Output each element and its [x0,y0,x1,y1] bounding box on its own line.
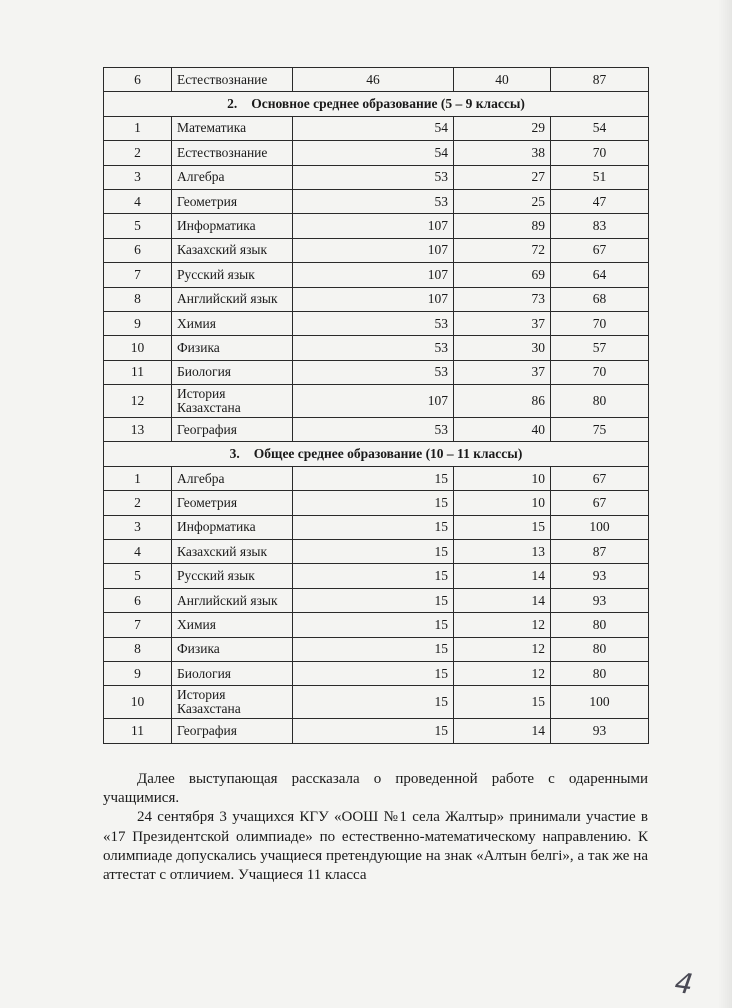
count-quality: 14 [454,719,551,743]
subject-name: Геометрия [172,189,293,213]
results-table [103,67,649,744]
subject-name: Алгебра [172,466,293,490]
count-total: 107 [293,385,454,418]
table-row [104,418,649,442]
table-row [104,637,649,661]
count-total: 53 [293,360,454,384]
row-number: 4 [104,540,172,564]
subject-name: Математика [172,116,293,140]
row-number: 2 [104,141,172,165]
table-row [104,613,649,637]
subject-name: Русский язык [172,564,293,588]
count-quality: 37 [454,360,551,384]
percent-quality: 80 [551,637,649,661]
row-number: 12 [104,385,172,418]
row-number: 1 [104,116,172,140]
row-number: 2 [104,491,172,515]
count-quality: 30 [454,336,551,360]
paragraph: 24 сентября 3 учащихся КГУ «ООШ №1 села Жалтыр» принимали участие в «17 Президентской олимпиаде» по естественно-математическому направлению. К олимпиаде допускались учащиеся претендующие на знак «Алтын белгі», а так же на аттестат с отличием. Учащиеся 11 класса [103,809,648,884]
table-row [104,515,649,539]
table-row [104,491,649,515]
row-number: 6 [104,68,172,92]
subject-name: География [172,719,293,743]
count-quality: 40 [454,418,551,442]
count-total: 15 [293,540,454,564]
table-row [104,588,649,612]
subject-name: Казахский язык [172,540,293,564]
count-total: 15 [293,613,454,637]
table-row [104,385,649,418]
row-number: 6 [104,238,172,262]
count-total: 15 [293,686,454,719]
table-row [104,165,649,189]
row-number: 10 [104,686,172,719]
section-title: Общее среднее образование (10 – 11 классы) [253,446,523,462]
count-total: 15 [293,719,454,743]
percent-quality: 75 [551,418,649,442]
page-edge [718,0,732,1008]
count-quality: 72 [454,238,551,262]
percent-quality: 54 [551,116,649,140]
percent-quality: 93 [551,588,649,612]
body-text [103,770,648,885]
table-row [104,238,649,262]
count-total: 107 [293,214,454,238]
table-row [104,263,649,287]
subject-name: Естествознание [172,141,293,165]
row-number: 4 [104,189,172,213]
count-total: 15 [293,515,454,539]
count-quality: 27 [454,165,551,189]
table-row [104,141,649,165]
percent-quality: 67 [551,466,649,490]
subject-name: История Казахстана [172,686,293,719]
count-quality: 37 [454,311,551,335]
percent-quality: 93 [551,564,649,588]
section-header-row [104,442,649,466]
percent-quality: 100 [551,515,649,539]
table-row [104,189,649,213]
subject-name: Информатика [172,515,293,539]
section-title: Основное среднее образование (5 – 9 классы) [251,96,525,112]
count-quality: 10 [454,466,551,490]
count-quality: 38 [454,141,551,165]
percent-quality: 80 [551,385,649,418]
row-number: 5 [104,214,172,238]
percent-quality: 70 [551,141,649,165]
table-row [104,116,649,140]
count-quality: 73 [454,287,551,311]
percent-quality: 51 [551,165,649,189]
percent-quality: 57 [551,336,649,360]
row-number: 9 [104,661,172,685]
table-row [104,287,649,311]
subject-name: Биология [172,661,293,685]
subject-name: Естествознание [172,68,293,92]
percent-quality: 80 [551,661,649,685]
table-row [104,540,649,564]
count-total: 15 [293,637,454,661]
subject-name: Русский язык [172,263,293,287]
count-total: 53 [293,189,454,213]
count-total: 15 [293,491,454,515]
count-quality: 12 [454,661,551,685]
subject-name: Информатика [172,214,293,238]
table-row [104,68,649,92]
count-quality: 15 [454,515,551,539]
row-number: 9 [104,311,172,335]
percent-quality: 47 [551,189,649,213]
row-number: 5 [104,564,172,588]
subject-name: Химия [172,613,293,637]
count-quality: 86 [454,385,551,418]
percent-quality: 80 [551,613,649,637]
row-number: 11 [104,360,172,384]
section-2-heading [104,92,649,116]
count-quality: 12 [454,613,551,637]
subject-name: География [172,418,293,442]
section-number: 3. [229,446,240,462]
count-total: 107 [293,263,454,287]
table-row [104,686,649,719]
subject-name: Физика [172,336,293,360]
table-row [104,719,649,743]
table-row [104,564,649,588]
count-quality: 13 [454,540,551,564]
count-quality: 40 [454,68,551,92]
count-total: 53 [293,336,454,360]
count-quality: 69 [454,263,551,287]
section-number: 2. [227,96,238,112]
row-number: 3 [104,515,172,539]
count-quality: 14 [454,588,551,612]
subject-name: Казахский язык [172,238,293,262]
count-total: 15 [293,661,454,685]
count-total: 54 [293,141,454,165]
percent-quality: 70 [551,311,649,335]
row-number: 7 [104,613,172,637]
percent-quality: 67 [551,491,649,515]
row-number: 11 [104,719,172,743]
count-total: 53 [293,165,454,189]
percent-quality: 68 [551,287,649,311]
table-row [104,311,649,335]
count-total: 15 [293,466,454,490]
row-number: 1 [104,466,172,490]
table-row [104,661,649,685]
count-quality: 12 [454,637,551,661]
count-total: 107 [293,238,454,262]
subject-name: История Казахстана [172,385,293,418]
paragraph: Далее выступающая рассказала о проведенной работе с одаренными учащимися. [103,771,648,807]
count-quality: 25 [454,189,551,213]
count-total: 53 [293,418,454,442]
row-number: 8 [104,287,172,311]
percent-quality: 87 [551,68,649,92]
subject-name: Биология [172,360,293,384]
subject-name: Английский язык [172,287,293,311]
row-number: 7 [104,263,172,287]
percent-quality: 70 [551,360,649,384]
subject-name: Английский язык [172,588,293,612]
row-number: 3 [104,165,172,189]
section-header-row [104,92,649,116]
count-quality: 89 [454,214,551,238]
count-quality: 29 [454,116,551,140]
row-number: 6 [104,588,172,612]
percent-quality: 83 [551,214,649,238]
count-total: 107 [293,287,454,311]
count-quality: 15 [454,686,551,719]
handwritten-page-number: 4 [672,965,696,1002]
row-number: 13 [104,418,172,442]
section3-heading [104,442,649,466]
subject-name: Геометрия [172,491,293,515]
table-row [104,466,649,490]
table-row [104,336,649,360]
subject-name: Физика [172,637,293,661]
percent-quality: 93 [551,719,649,743]
count-total: 54 [293,116,454,140]
count-total: 15 [293,588,454,612]
row-number: 10 [104,336,172,360]
count-total: 15 [293,564,454,588]
table-row [104,214,649,238]
count-total: 46 [293,68,454,92]
percent-quality: 100 [551,686,649,719]
percent-quality: 67 [551,238,649,262]
count-quality: 14 [454,564,551,588]
count-total: 53 [293,311,454,335]
table-row [104,360,649,384]
count-quality: 10 [454,491,551,515]
subject-name: Алгебра [172,165,293,189]
subject-name: Химия [172,311,293,335]
percent-quality: 87 [551,540,649,564]
percent-quality: 64 [551,263,649,287]
row-number: 8 [104,637,172,661]
